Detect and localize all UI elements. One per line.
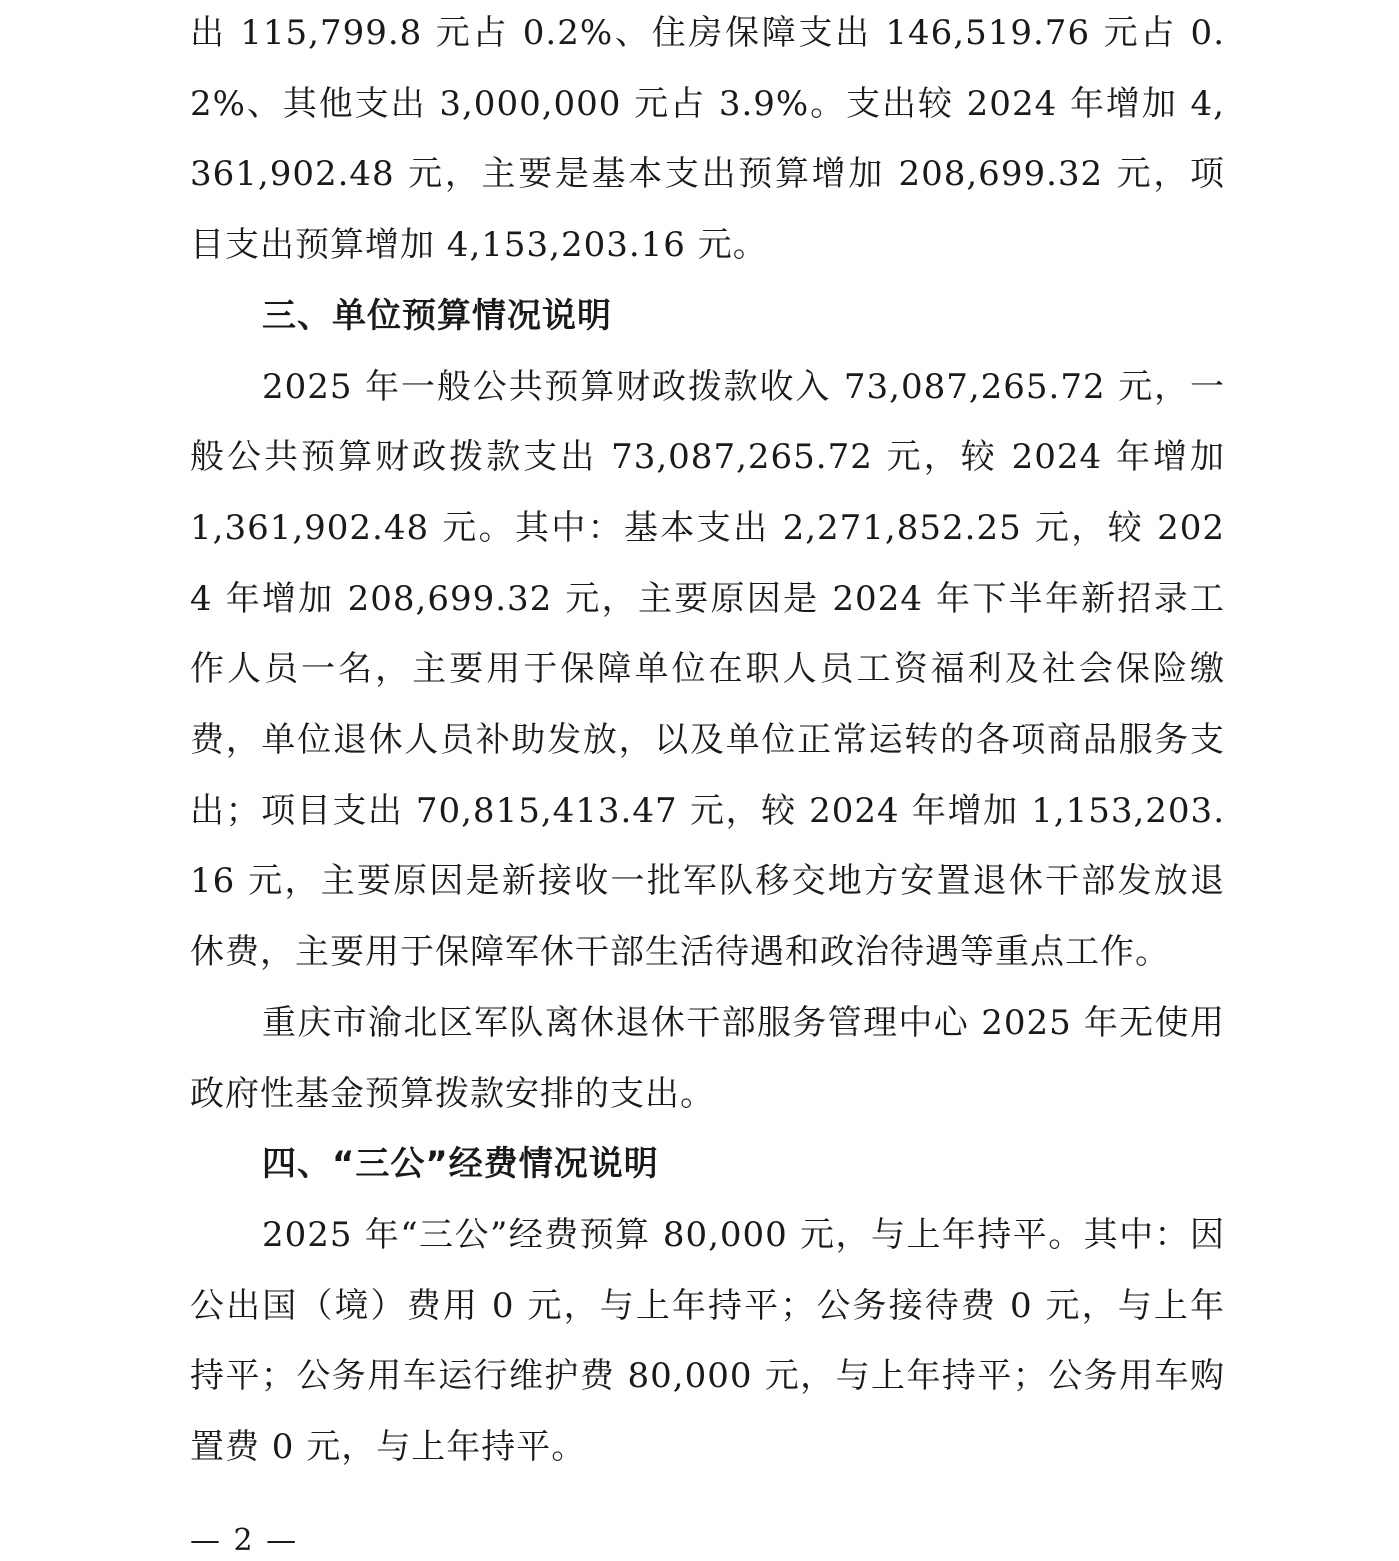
page-number: — 2 — xyxy=(190,1523,299,1558)
paragraph-government-fund: 重庆市渝北区军队离休退休干部服务管理中心 2025 年无使用政府性基金预算拨款安排的支出。 xyxy=(190,1002,1225,1114)
paragraph-three-public-expenses: 2025 年“三公”经费预算 80,000 元，与上年持平。其中：因公出国（境）费用 0 元，与上年持平；公务接待费 0 元，与上年持平；公务用车运行维护费 80,000 元，与上年持平；公务用车购置费 0 元，与上年持平。 xyxy=(190,1214,1225,1468)
paragraph-general-budget: 2025 年一般公共预算财政拨款收入 73,087,265.72 元，一般公共预算财政拨款支出 73,087,265.72 元，较 2024 年增加 1,361,902.48 元。其中：基本支出 2,271,852.25 元，较 2024 年增加 208,699.32 元，主要原因是 2024 年下半年新招录工作人员一名，主要用于保障单位在职人员工资福利及社会保险缴费，单位退休人员补助发放，以及单位正常运转的各项商品服务支出；项目支出 70,815,413.47 元，较 2024 年增加 1,153,203.16 元，主要原因是新接收一批军队移交地方安置退休干部发放退休费，主要用于保障军休干部生活待遇和政治待遇等重点工作。 xyxy=(190,366,1225,973)
paragraph-expenditure-continued: 出 115,799.8 元占 0.2%、住房保障支出 146,519.76 元占 0.2%、其他支出 3,000,000 元占 3.9%。支出较 2024 年增加 4,361,902.48 元，主要是基本支出预算增加 208,699.32 元，项目支出预算增加 4,153,203.16 元。 xyxy=(190,13,1225,266)
section-heading-unit-budget: 三、单位预算情况说明 xyxy=(262,295,612,336)
document-page xyxy=(190,0,1225,1483)
section-heading-three-public: 四、“三公”经费情况说明 xyxy=(262,1144,659,1185)
